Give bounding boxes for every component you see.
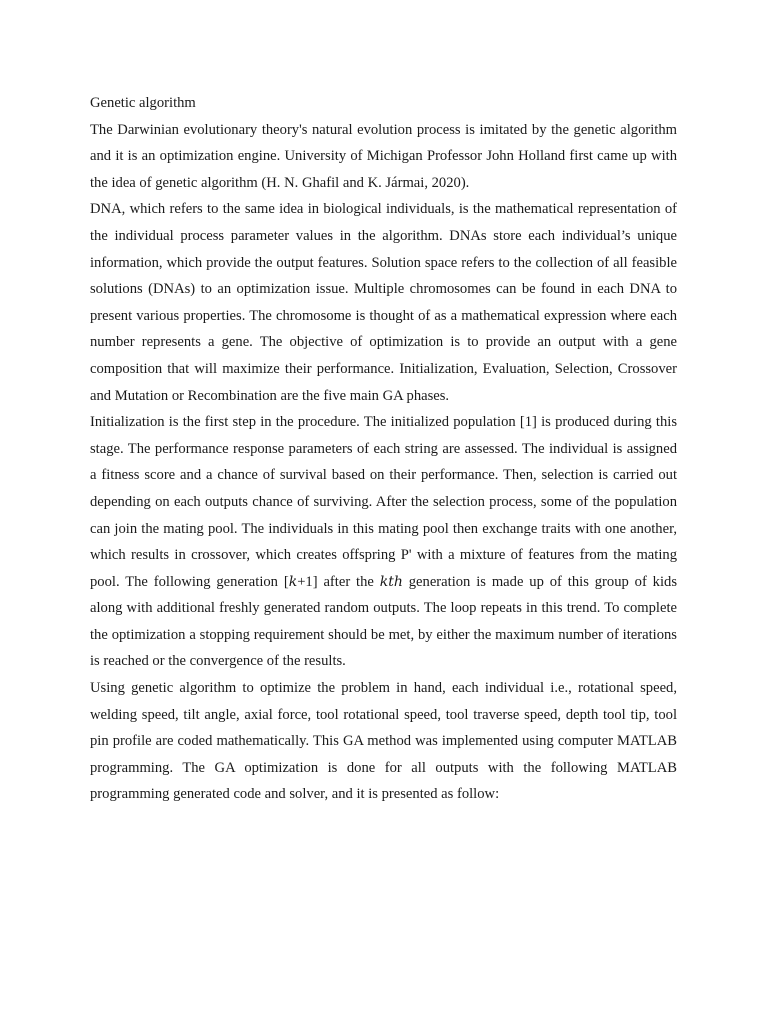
paragraph-ga-usage: Using genetic algorithm to optimize the problem in hand, each individual i.e., rotational speed, welding speed, tilt angle, axial force, tool rotational speed, tool traverse speed, depth tool tip, tool pin profile are coded mathematically. This GA method was implemented using computer MATLAB programming. The GA optimization is done for all outputs with the following MATLAB programming generated code and solver, and it is presented as follow: (90, 680, 677, 803)
paragraph-intro: The Darwinian evolutionary theory's natural evolution process is imitated by the genetic algorithm and it is an optimization engine. University of Michigan Professor John Holland first came up with the idea of genetic algorithm (H. N. Ghafil and K. Jármai, 2020). (90, 121, 677, 191)
math-variable-k: k (288, 573, 298, 590)
math-variable-kth: kth (379, 573, 403, 590)
paragraph-initialization-text-2: +1] after the (297, 573, 380, 590)
paragraph-dna: DNA, which refers to the same idea in biological individuals, is the mathematical representation of the individual process parameter values in the algorithm. DNAs store each individual’s unique information, which provide the output features. Solution space refers to the collection of all feasible solutions (DNAs) to an optimization issue. Multiple chromosomes can be found in each DNA to present various properties. The chromosome is thought of as a mathematical expression where each number represents a gene. The objective of optimization is to provide an output with a gene composition that will maximize their performance. Initialization, Evaluation, Selection, Crossover and Mutation or Recombination are the five main GA phases. (90, 201, 677, 404)
paragraph-initialization-text-3: generation is made up of this group of kids along with additional freshly generated random outputs. The loop repeats in this trend. To complete the optimization a stopping requirement should be met, by either the maximum number of iterations is reached or the convergence of the results. (90, 573, 678, 670)
paragraph-initialization (90, 409, 677, 675)
document-body (90, 90, 677, 808)
paragraph-initialization-text-1: Initialization is the first step in the procedure. The initialized population [1] is produced during this stage. The performance response parameters of each string are assessed. The individual is assigned a fitness score and a chance of survival based on their performance. Then, selection is carried out depending on each outputs chance of surviving. After the selection process, some of the population can join the mating pool. The individuals in this mating pool then exchange traits with one another, which results in crossover, which creates offspring P' with a mixture of features from the mating pool. The following generation [ (90, 414, 677, 590)
section-heading: Genetic algorithm (90, 95, 196, 111)
